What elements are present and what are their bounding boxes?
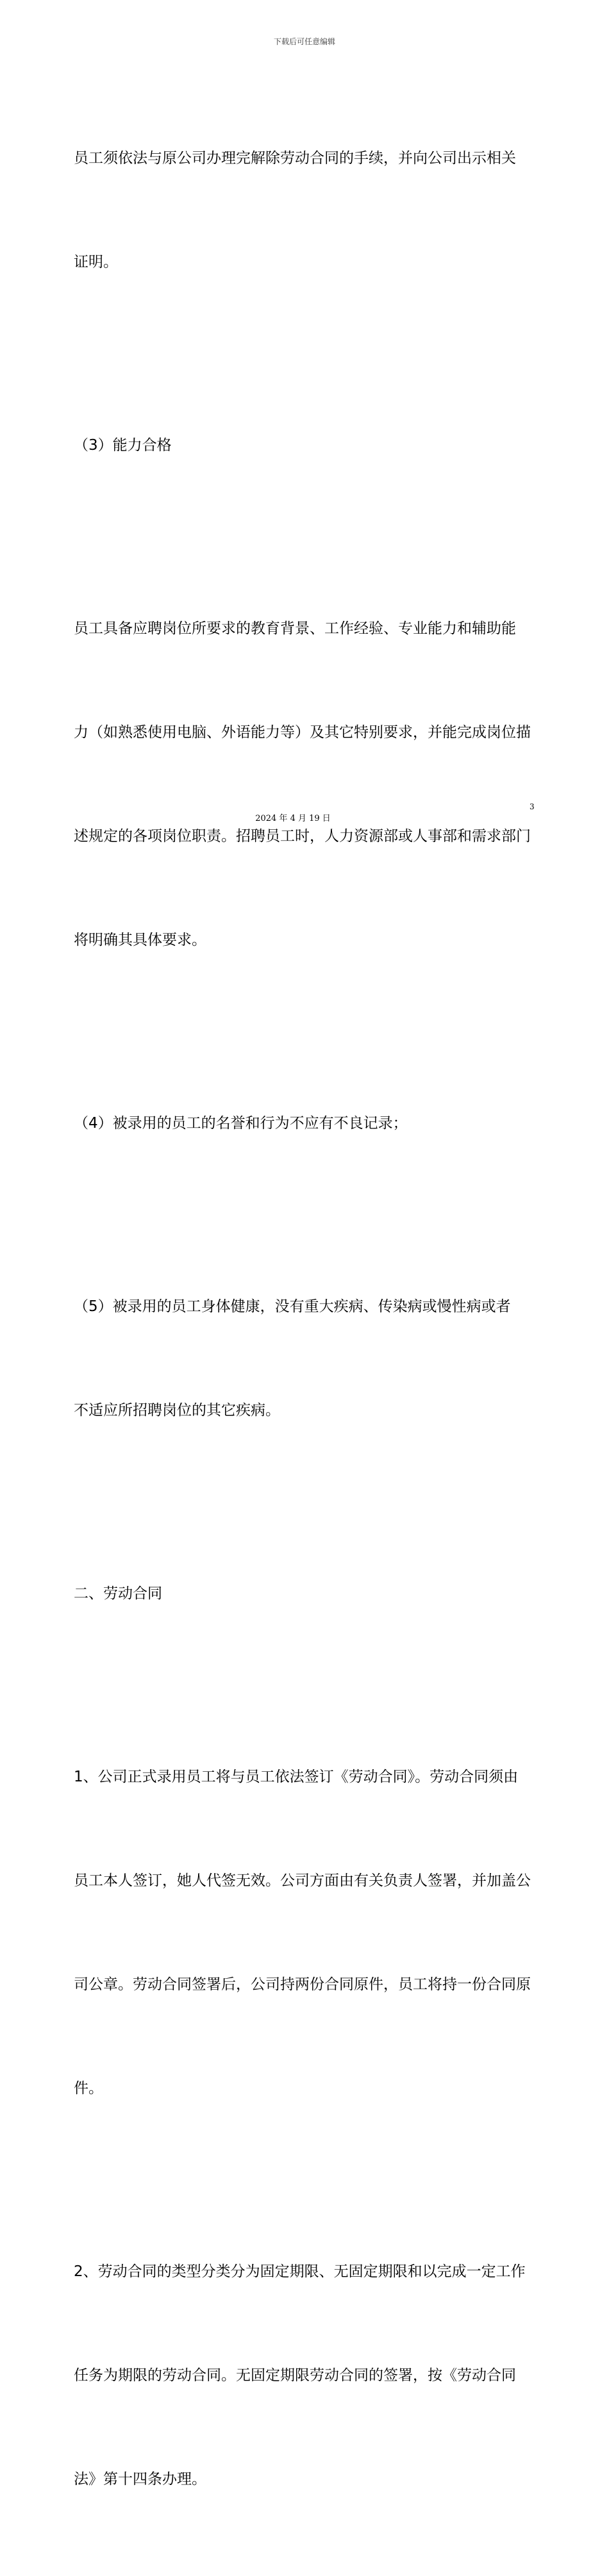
- paragraph-resignation-proof: [74, 72, 538, 349]
- paragraph-line: 员工本人签订，她人代签无效。公司方面由有关负责人签署，并加盖公: [74, 1872, 531, 1889]
- paragraph-line: 件。: [74, 2080, 103, 2097]
- paragraph-line: （5）被录用的员工身体健康，没有重大疾病、传染病或慢性病或者: [74, 1298, 511, 1315]
- paragraph-reputation: [74, 1037, 538, 1210]
- paragraph-ability-requirements: [74, 542, 538, 1027]
- paragraph-health: [74, 1220, 538, 1497]
- page-number: 3: [530, 802, 535, 811]
- section-heading-ability: [74, 359, 538, 532]
- header-note: 下载后可任意编辑: [273, 37, 335, 46]
- paragraph-contract-types: [74, 2185, 538, 2566]
- section-heading-labor-contract: [74, 1507, 538, 1680]
- paragraph-line: 任务为期限的劳动合同。无固定期限劳动合同的签署，按《劳动合同: [74, 2367, 516, 2384]
- paragraph-line: （3）能力合格: [74, 437, 172, 454]
- document-body: [74, 72, 538, 2576]
- paragraph-line: 员工须依法与原公司办理完解除劳动合同的手续，并向公司出示相关: [74, 150, 516, 167]
- paragraph-line: 述规定的各项岗位职责。招聘员工时，人力资源部或人事部和需求部门: [74, 828, 531, 845]
- paragraph-line: 司公章。劳动合同签署后，公司持两份合同原件，员工将持一份合同原: [74, 1976, 531, 1993]
- paragraph-contract-signing: [74, 1690, 538, 2175]
- paragraph-line: 不适应所招聘岗位的其它疾病。: [74, 1402, 280, 1419]
- paragraph-line: （4）被录用的员工的名誉和行为不应有不良记录；: [74, 1115, 408, 1132]
- paragraph-line: 1、公司正式录用员工将与员工依法签订《劳动合同》。劳动合同须由: [74, 1769, 519, 1785]
- paragraph-line: 二、劳动合同: [74, 1585, 162, 1602]
- paragraph-line: 证明。: [74, 254, 118, 270]
- paragraph-line: 将明确其具体要求。: [74, 932, 206, 948]
- paragraph-line: 员工具备应聘岗位所要求的教育背景、工作经验、专业能力和辅助能: [74, 620, 516, 637]
- paragraph-line: 法》第十四条办理。: [74, 2471, 206, 2488]
- footer-date: 2024 年 4 月 19 日: [255, 814, 331, 823]
- paragraph-line: 2、劳动合同的类型分类分为固定期限、无固定期限和以完成一定工作: [74, 2263, 526, 2280]
- paragraph-line: 力（如熟悉使用电脑、外语能力等）及其它特别要求，并能完成岗位描: [74, 724, 531, 741]
